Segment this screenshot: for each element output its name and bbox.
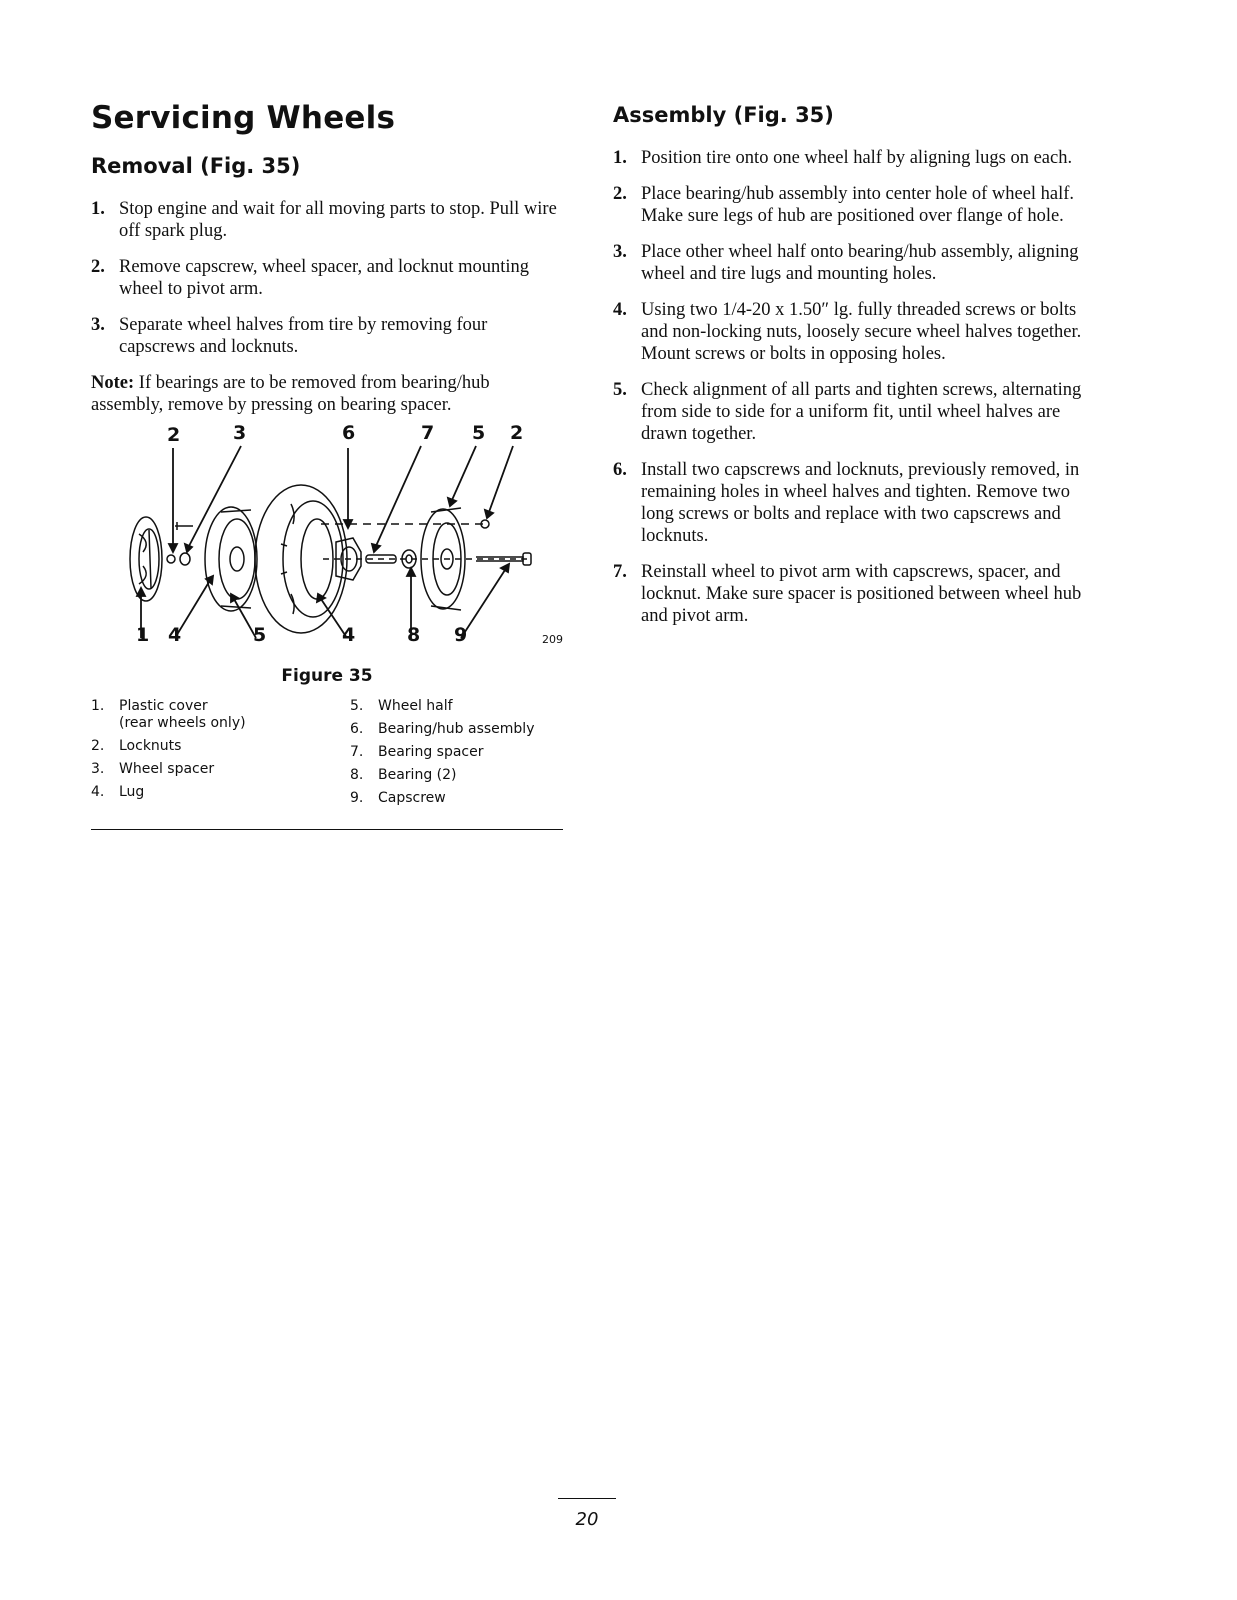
assembly-step xyxy=(613,241,1083,285)
step-number: 3. xyxy=(613,242,627,262)
legend-text: Bearing spacer xyxy=(378,744,484,760)
footer-rule xyxy=(558,1498,616,1499)
callout-label: 3 xyxy=(233,422,247,444)
legend-item xyxy=(350,698,534,715)
note-label: Note: xyxy=(91,373,135,393)
step-text: Stop engine and wait for all moving parts to stop. Pull wire off spark plug. xyxy=(119,199,557,241)
legend-text: Wheel half xyxy=(378,698,453,714)
page-title: Servicing Wheels xyxy=(91,100,396,136)
legend-number: 7. xyxy=(350,744,364,760)
legend-item xyxy=(350,721,534,738)
note-text: If bearings are to be removed from bearing/hub assembly, remove by pressing on bearing spacer. xyxy=(91,373,490,415)
legend-text: Capscrew xyxy=(378,790,446,806)
legend-number: 5. xyxy=(350,698,364,714)
legend-item xyxy=(91,698,350,715)
legend-column-right xyxy=(350,698,534,813)
assembly-step xyxy=(613,183,1083,227)
legend-text: Lug xyxy=(119,784,145,800)
legend-number: 2. xyxy=(91,738,105,754)
step-text: Using two 1/4-20 x 1.50″ lg. fully threaded screws or bolts and non-locking nuts, loosely secure wheel halves together. Mount screws or bolts in opposing holes. xyxy=(641,300,1082,364)
legend-item xyxy=(91,784,350,801)
step-number: 1. xyxy=(91,199,105,219)
wheel-diagram-art xyxy=(91,424,563,664)
step-number: 7. xyxy=(613,562,627,582)
callout-label: 2 xyxy=(510,422,524,444)
step-number: 2. xyxy=(613,184,627,204)
assembly-step xyxy=(613,299,1083,365)
legend-number: 1. xyxy=(91,698,105,714)
step-number: 4. xyxy=(613,300,627,320)
callout-label: 8 xyxy=(407,624,421,646)
legend-number: 4. xyxy=(91,784,105,800)
callout-label: 4 xyxy=(168,624,182,646)
legend-number: 3. xyxy=(91,761,105,777)
callout-label: 9 xyxy=(454,624,468,646)
step-text: Install two capscrews and locknuts, previously removed, in remaining holes in wheel halves and tighten. Remove two long screws or bolts and replace with two capscrews and locknuts. xyxy=(641,460,1080,546)
callout-label: 7 xyxy=(421,422,435,444)
legend-item xyxy=(91,761,350,778)
removal-step xyxy=(91,314,563,358)
legend-text: Wheel spacer xyxy=(119,761,215,777)
legend-item xyxy=(350,790,534,807)
callout-label: 5 xyxy=(253,624,267,646)
removal-heading: Removal (Fig. 35) xyxy=(91,154,301,178)
legend-item xyxy=(91,738,350,755)
figure-legend xyxy=(91,698,563,813)
legend-text: Plastic cover xyxy=(119,698,208,714)
legend-text: Bearing (2) xyxy=(378,767,457,783)
step-number: 6. xyxy=(613,460,627,480)
callout-label: 6 xyxy=(342,422,356,444)
step-text: Place bearing/hub assembly into center hole of wheel half. Make sure legs of hub are positioned over flange of hole. xyxy=(641,184,1075,226)
step-number: 3. xyxy=(91,315,105,335)
callout-label: 2 xyxy=(167,424,181,446)
assembly-steps xyxy=(613,147,1083,627)
step-number: 2. xyxy=(91,257,105,277)
step-text: Reinstall wheel to pivot arm with capscrews, spacer, and locknut. Make sure spacer is positioned between wheel hub and pivot arm. xyxy=(641,562,1082,626)
assembly-step xyxy=(613,459,1083,547)
legend-item xyxy=(350,744,534,761)
removal-step xyxy=(91,198,563,242)
legend-number: 9. xyxy=(350,790,364,806)
assembly-heading: Assembly (Fig. 35) xyxy=(613,103,834,127)
step-text: Position tire onto one wheel half by aligning lugs on each. xyxy=(641,148,1073,168)
legend-number: 6. xyxy=(350,721,364,737)
page-number: 20 xyxy=(575,1509,599,1530)
right-column xyxy=(613,100,1083,641)
step-text: Separate wheel halves from tire by removing four capscrews and locknuts. xyxy=(119,315,488,357)
assembly-step xyxy=(613,379,1083,445)
wheel-exploded-diagram xyxy=(91,424,563,664)
figure-caption: Figure 35 xyxy=(281,666,373,686)
legend-text: (rear wheels only) xyxy=(119,715,246,731)
page-footer xyxy=(558,1498,616,1530)
note xyxy=(91,372,563,416)
figure-code: 209 xyxy=(542,633,563,646)
step-text: Check alignment of all parts and tighten screws, alternating from side to side for a uniform fit, until wheel halves are drawn together. xyxy=(641,380,1082,444)
legend-text: Locknuts xyxy=(119,738,182,754)
legend-column-left xyxy=(91,698,350,813)
assembly-step xyxy=(613,561,1083,627)
step-text: Place other wheel half onto bearing/hub assembly, aligning wheel and tire lugs and mounting holes. xyxy=(641,242,1079,284)
callout-label: 1 xyxy=(136,624,150,646)
removal-steps xyxy=(91,198,563,358)
removal-step xyxy=(91,256,563,300)
callout-label: 4 xyxy=(342,624,356,646)
legend-item xyxy=(91,715,350,732)
legend-number xyxy=(91,715,119,732)
callout-label: 5 xyxy=(472,422,486,444)
step-number: 1. xyxy=(613,148,627,168)
left-column xyxy=(91,100,563,830)
assembly-step xyxy=(613,147,1083,169)
legend-text: Bearing/hub assembly xyxy=(378,721,535,737)
step-number: 5. xyxy=(613,380,627,400)
step-text: Remove capscrew, wheel spacer, and locknut mounting wheel to pivot arm. xyxy=(119,257,530,299)
legend-number: 8. xyxy=(350,767,364,783)
section-divider xyxy=(91,829,563,830)
legend-item xyxy=(350,767,534,784)
